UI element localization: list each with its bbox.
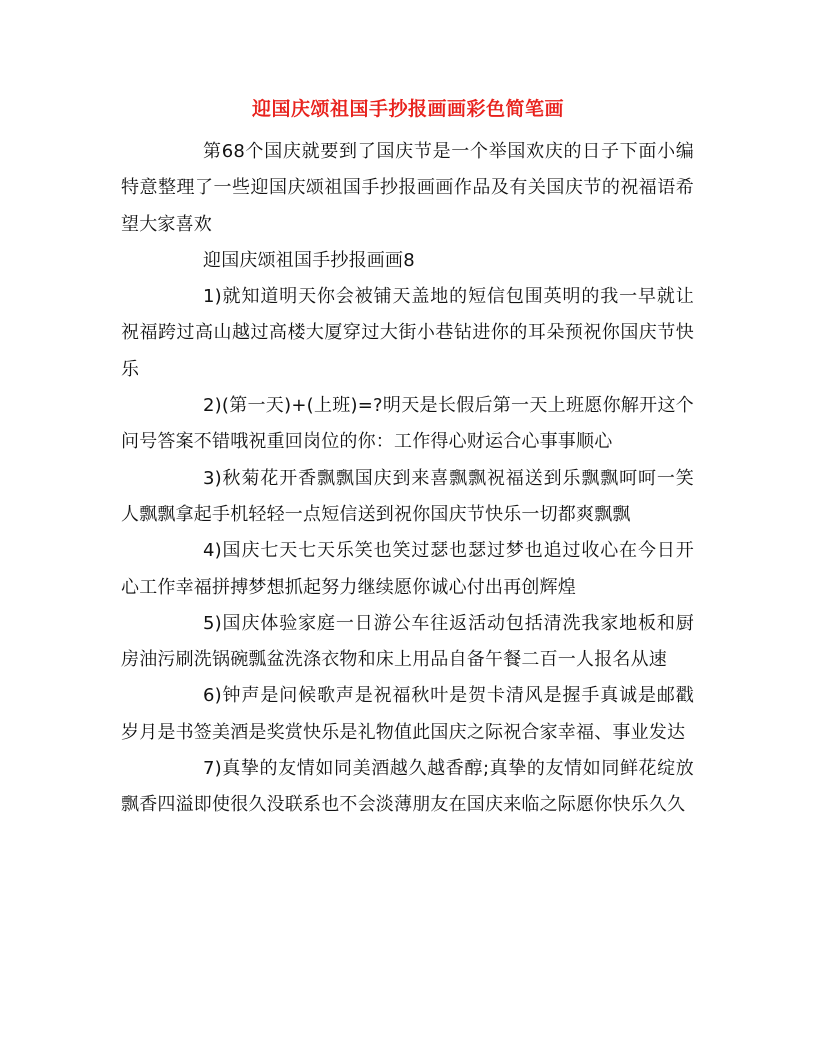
section-heading: 迎国庆颂祖国手抄报画画8	[203, 249, 415, 271]
greeting-item-4: 4)国庆七天七天乐笑也笑过瑟也瑟过梦也追过收心在今日开心工作幸福拼搏梦想抓起努力继续愿你诚心付出再创辉煌	[121, 540, 694, 598]
document-body	[121, 134, 694, 824]
intro-paragraph: 第68个国庆就要到了国庆节是一个举国欢庆的日子下面小编特意整理了一些迎国庆颂祖国手抄报画画作品及有关国庆节的祝福语希望大家喜欢	[121, 141, 694, 235]
greeting-item-1: 1)就知道明天你会被铺天盖地的短信包围英明的我一早就让祝福跨过高山越过高楼大厦穿过大街小巷钻进你的耳朵预祝你国庆节快乐	[121, 286, 694, 380]
greeting-item-7: 7)真挚的友情如同美酒越久越香醇;真挚的友情如同鲜花绽放飘香四溢即使很久没联系也不会淡薄朋友在国庆来临之际愿你快乐久久	[121, 758, 694, 816]
greeting-item-6: 6)钟声是问候歌声是祝福秋叶是贺卡清风是握手真诚是邮戳岁月是书签美酒是奖赏快乐是礼物值此国庆之际祝合家幸福、事业发达	[121, 685, 694, 743]
greeting-item-2: 2)(第一天)+(上班)=?明天是长假后第一天上班愿你解开这个问号答案不错哦祝重回岗位的你：工作得心财运合心事事顺心	[121, 395, 694, 453]
greeting-item-5: 5)国庆体验家庭一日游公车往返活动包括清洗我家地板和厨房油污刷洗锅碗瓢盆洗涤衣物和床上用品自备午餐二百一人报名从速	[121, 612, 694, 671]
document-title: 迎国庆颂祖国手抄报画画彩色简笔画	[251, 98, 564, 120]
greeting-item-3: 3)秋菊花开香飘飘国庆到来喜飘飘祝福送到乐飘飘呵呵一笑人飘飘拿起手机轻轻一点短信送到祝你国庆节快乐一切都爽飘飘	[121, 467, 694, 525]
